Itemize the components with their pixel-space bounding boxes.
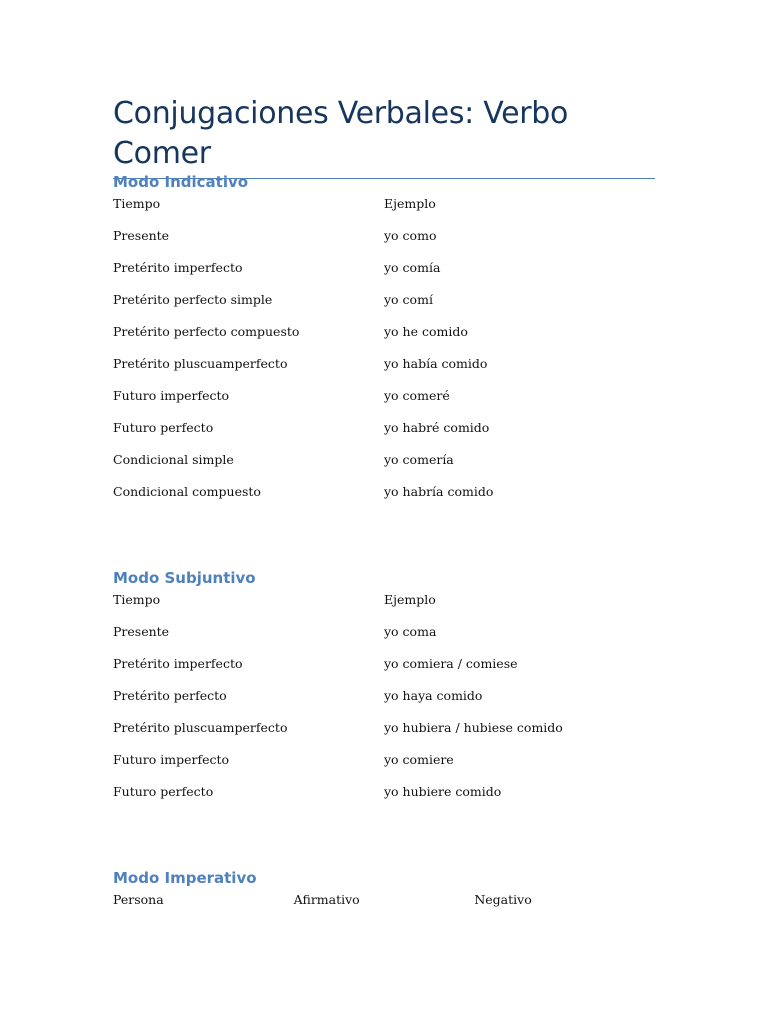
table-row [113,784,655,816]
table-row [113,324,655,356]
column-header-persona: Persona [113,892,164,907]
example-cell: yo haya comido [384,688,483,703]
section-heading-imperativo: Modo Imperativo [113,869,257,887]
table-header-row [113,892,655,924]
table-row [113,420,655,452]
column-header-afirmativo: Afirmativo [293,892,360,907]
tense-cell: Condicional compuesto [113,484,261,499]
example-cell: yo como [384,228,437,243]
tense-cell: Futuro imperfecto [113,752,230,767]
tense-cell: Presente [113,624,170,639]
column-header-ejemplo: Ejemplo [384,196,436,211]
table-row [113,228,655,260]
tense-cell: Futuro perfecto [113,420,214,435]
tense-cell: Futuro perfecto [113,784,214,799]
table-row [113,720,655,752]
example-cell: yo habré comido [384,420,490,435]
table-row [113,452,655,484]
tense-cell: Pretérito perfecto simple [113,292,273,307]
example-cell: yo habría comido [384,484,494,499]
tense-cell: Futuro imperfecto [113,388,230,403]
table-row [113,624,655,656]
column-header-tiempo: Tiempo [113,196,161,211]
column-header-ejemplo: Ejemplo [384,592,436,607]
example-cell: yo comiera / comiese [384,656,518,671]
table-header-row [113,196,655,228]
example-cell: yo he comido [384,324,468,339]
table-row [113,484,655,516]
document-title: Conjugaciones Verbales: Verbo Comer [113,94,655,179]
example-cell: yo había comido [384,356,488,371]
column-header-negativo: Negativo [474,892,532,907]
tense-cell: Pretérito imperfecto [113,656,243,671]
table-row [113,688,655,720]
tense-cell: Pretérito pluscuamperfecto [113,356,288,371]
tense-cell: Presente [113,228,170,243]
example-cell: yo comería [384,452,454,467]
table-row [113,752,655,784]
section-imperativo [113,868,655,924]
table-header-row [113,592,655,624]
tense-cell: Pretérito perfecto [113,688,227,703]
tense-cell: Pretérito pluscuamperfecto [113,720,288,735]
section-heading-indicativo: Modo Indicativo [113,173,249,191]
example-cell: yo comí [384,292,433,307]
example-cell: yo comía [384,260,441,275]
table-row [113,356,655,388]
tense-cell: Pretérito imperfecto [113,260,243,275]
tense-cell: Condicional simple [113,452,234,467]
table-row [113,388,655,420]
section-indicativo [113,172,655,516]
tense-cell: Pretérito perfecto compuesto [113,324,300,339]
example-cell: yo hubiere comido [384,784,502,799]
example-cell: yo comiere [384,752,454,767]
example-cell: yo coma [384,624,437,639]
example-cell: yo hubiera / hubiese comido [384,720,563,735]
section-subjuntivo [113,568,655,816]
table-row [113,292,655,324]
table-row [113,656,655,688]
table-row [113,260,655,292]
example-cell: yo comeré [384,388,450,403]
column-header-tiempo: Tiempo [113,592,161,607]
section-heading-subjuntivo: Modo Subjuntivo [113,569,256,587]
